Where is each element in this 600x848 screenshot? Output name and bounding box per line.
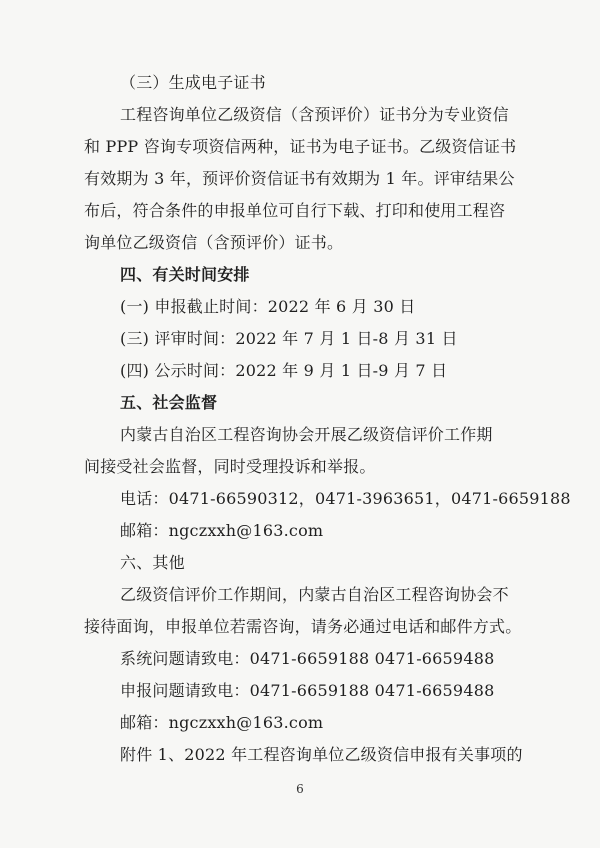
schedule-item: (四) 公示时间：2022 年 9 月 1 日-9 月 7 日: [120, 361, 448, 380]
paragraph-line: 有效期为 3 年，预评价资信证书有效期为 1 年。评审结果公: [84, 169, 515, 188]
contact-phone: 电话：0471-66590312，0471-3963651，0471-6659188: [120, 489, 571, 508]
schedule-item: (一) 申报截止时间：2022 年 6 月 30 日: [120, 297, 416, 316]
schedule-item: (三) 评审时间：2022 年 7 月 1 日-8 月 31 日: [120, 329, 458, 348]
paragraph-line: 询单位乙级资信（含预评价）证书。: [84, 233, 344, 252]
section-heading-4: 四、有关时间安排: [120, 265, 250, 284]
paragraph-line: 和 PPP 咨询专项资信两种，证书为电子证书。乙级资信证书: [84, 137, 517, 156]
paragraph-line: 布后，符合条件的申报单位可自行下载、打印和使用工程咨: [84, 201, 506, 220]
paragraph-line: 乙级资信评价工作期间，内蒙古自治区工程咨询协会不: [120, 585, 509, 604]
attachment-line: 附件 1、2022 年工程咨询单位乙级资信申报有关事项的: [120, 745, 523, 764]
paragraph-line: 工程咨询单位乙级资信（含预评价）证书分为专业资信: [120, 105, 509, 124]
section-heading-3: （三）生成电子证书: [120, 73, 266, 92]
system-support-phone: 系统问题请致电：0471-6659188 0471-6659488: [120, 649, 495, 668]
page-number: 6: [296, 782, 304, 796]
contact-email: 邮箱：ngczxxh@163.com: [120, 713, 324, 732]
paragraph-line: 内蒙古自治区工程咨询协会开展乙级资信评价工作期: [120, 425, 493, 444]
paragraph-line: 间接受社会监督，同时受理投诉和举报。: [84, 457, 376, 476]
contact-email: 邮箱：ngczxxh@163.com: [120, 521, 324, 540]
application-support-phone: 申报问题请致电：0471-6659188 0471-6659488: [120, 681, 495, 700]
paragraph-line: 接待面询，申报单位若需咨询，请务必通过电话和邮件方式。: [84, 617, 522, 636]
section-heading-6: 六、其他: [120, 553, 185, 572]
section-heading-5: 五、社会监督: [120, 393, 218, 412]
